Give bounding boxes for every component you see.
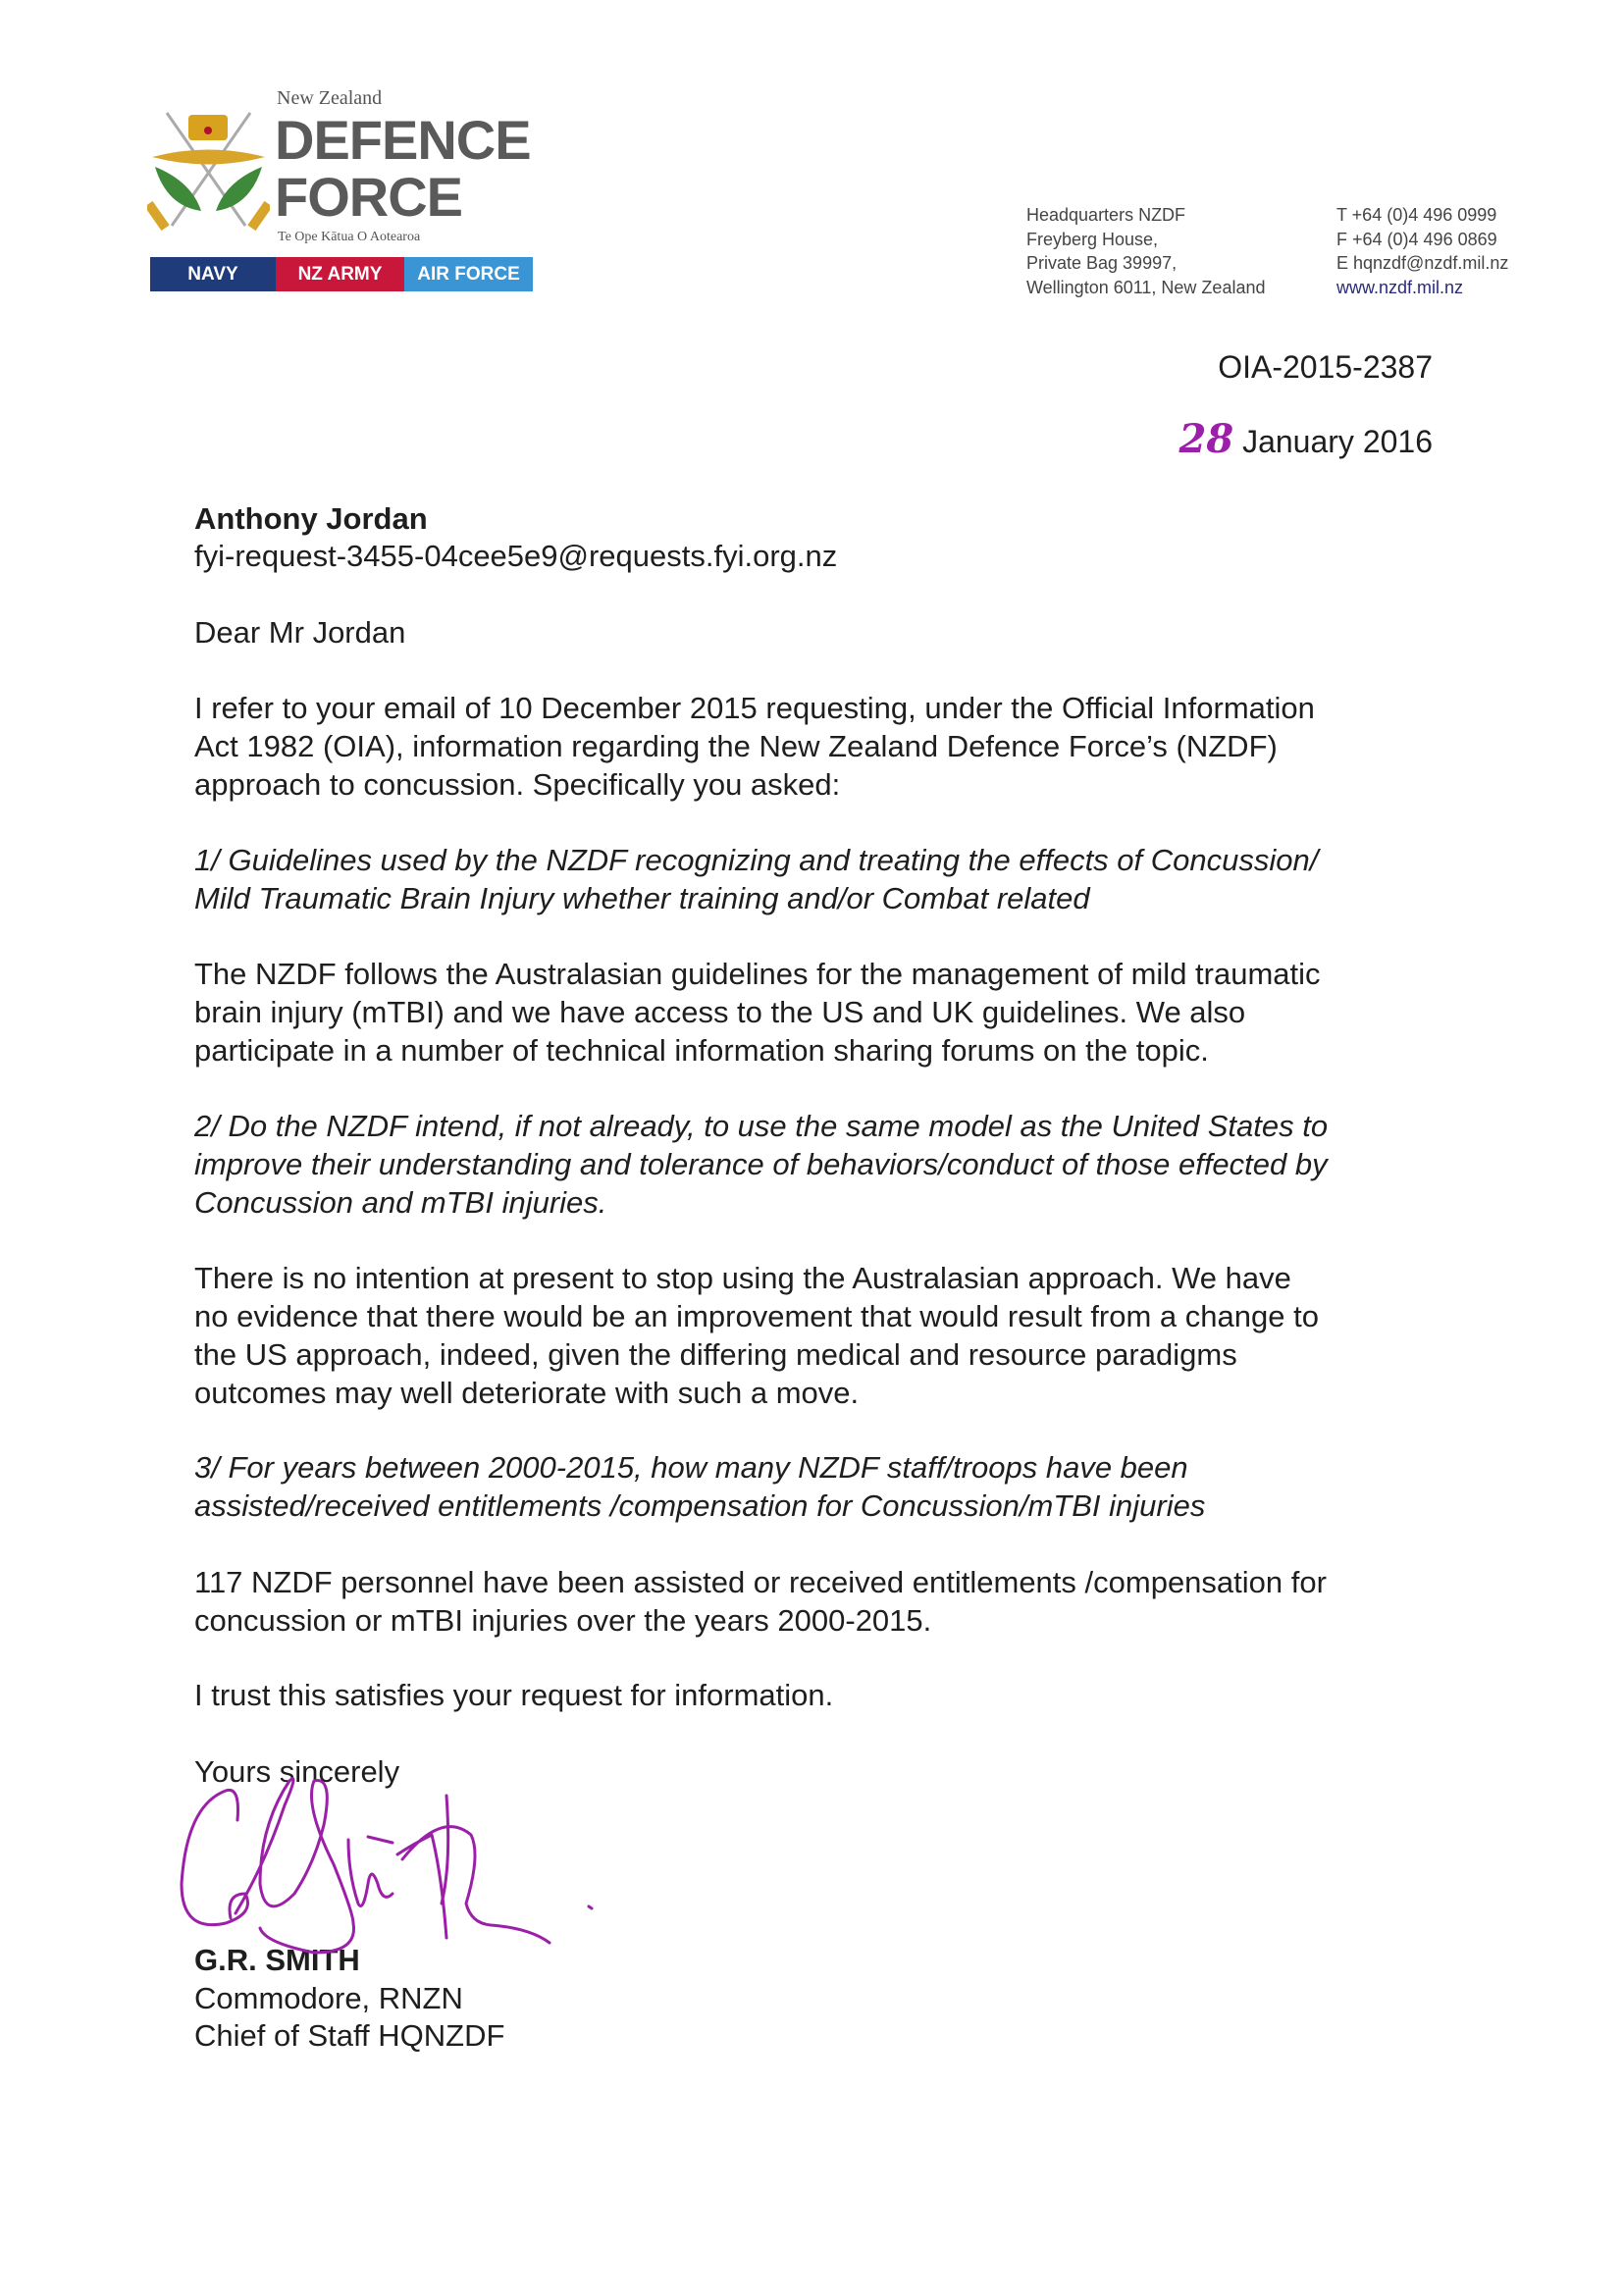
text-line: concussion or mTBI injuries over the years 2000-2015. (194, 1603, 932, 1638)
phone: T +64 (0)4 496 0999 (1336, 205, 1497, 225)
navy-badge: NAVY (150, 257, 276, 291)
closing-line: I trust this satisfies your request for information. (194, 1678, 834, 1712)
answer-2 (194, 1259, 1319, 1412)
text-line: 3/ For years between 2000-2015, how many NZDF staff/troops have been (194, 1450, 1188, 1485)
text-line: participate in a number of technical information sharing forums on the topic. (194, 1033, 1209, 1068)
date-month-year: January 2016 (1242, 424, 1433, 459)
reference-number: OIA-2015-2387 (1218, 349, 1433, 385)
address-line: Freyberg House, (1026, 229, 1159, 249)
text-line: no evidence that there would be an improvement that would result from a change to (194, 1299, 1319, 1333)
logo-org-name (275, 109, 531, 228)
address-line: Headquarters NZDF (1026, 205, 1186, 225)
text-line: assisted/received entitlements /compensation for Concussion/mTBI injuries (194, 1488, 1206, 1523)
signatory-title: Chief of Staff HQNZDF (194, 2018, 505, 2053)
postal-address (1026, 203, 1265, 299)
nzdf-crest-logo (147, 103, 270, 235)
text-line: the US approach, indeed, given the differing medical and resource paradigms (194, 1337, 1237, 1372)
address-line: Wellington 6011, New Zealand (1026, 277, 1266, 297)
text-line: Mild Traumatic Brain Injury whether training and/or Combat related (194, 881, 1090, 915)
handwritten-signature (167, 1747, 618, 1982)
text-line: Act 1982 (OIA), information regarding the New Zealand Defence Force’s (NZDF) (194, 729, 1278, 763)
logo-country: New Zealand (277, 87, 383, 109)
text-line: There is no intention at present to stop using the Australasian approach. We have (194, 1261, 1291, 1295)
logo-org-line2: FORCE (275, 166, 462, 228)
logo-org-line1: DEFENCE (275, 109, 531, 171)
text-line: brain injury (mTBI) and we have access to the US and UK guidelines. We also (194, 995, 1246, 1029)
sign-off: Yours sincerely (194, 1754, 400, 1789)
signatory-rank: Commodore, RNZN (194, 1981, 463, 2015)
question-3 (194, 1448, 1205, 1525)
address-line: Private Bag 39997, (1026, 253, 1178, 273)
text-line: 2/ Do the NZDF intend, if not already, to use the same model as the United States to (194, 1109, 1329, 1143)
text-line: Concussion and mTBI injuries. (194, 1185, 607, 1220)
contact-details (1336, 203, 1508, 299)
handwritten-day: 28 (1178, 416, 1234, 462)
text-line: The NZDF follows the Australasian guidelines for the management of mild traumatic (194, 957, 1321, 991)
answer-3 (194, 1563, 1327, 1640)
salutation: Dear Mr Jordan (194, 615, 406, 650)
army-badge: NZ ARMY (276, 257, 404, 291)
text-line: outcomes may well deteriorate with such a move. (194, 1376, 860, 1410)
fax: F +64 (0)4 496 0869 (1336, 229, 1497, 249)
letter-date (1179, 416, 1433, 463)
text-line: improve their understanding and tolerance of behaviors/conduct of those effected by (194, 1147, 1328, 1181)
air-force-badge: AIR FORCE (404, 257, 533, 291)
text-line: 117 NZDF personnel have been assisted or received entitlements /compensation for (194, 1565, 1327, 1599)
question-2 (194, 1107, 1328, 1222)
intro-paragraph (194, 689, 1315, 804)
recipient-email: fyi-request-3455-04cee5e9@requests.fyi.org.nz (194, 539, 838, 573)
email: E hqnzdf@nzdf.mil.nz (1336, 253, 1509, 273)
signatory-name: G.R. SMITH (194, 1943, 360, 1977)
answer-1 (194, 955, 1321, 1070)
website-link[interactable]: www.nzdf.mil.nz (1336, 277, 1464, 297)
question-1 (194, 841, 1318, 917)
text-line: 1/ Guidelines used by the NZDF recognizing and treating the effects of Concussion/ (194, 843, 1319, 877)
recipient-name: Anthony Jordan (194, 501, 428, 536)
text-line: approach to concussion. Specifically you asked: (194, 767, 841, 802)
logo-maori-name: Te Ope Kātua O Aotearoa (278, 230, 421, 244)
text-line: I refer to your email of 10 December 2015 requesting, under the Official Information (194, 691, 1315, 725)
